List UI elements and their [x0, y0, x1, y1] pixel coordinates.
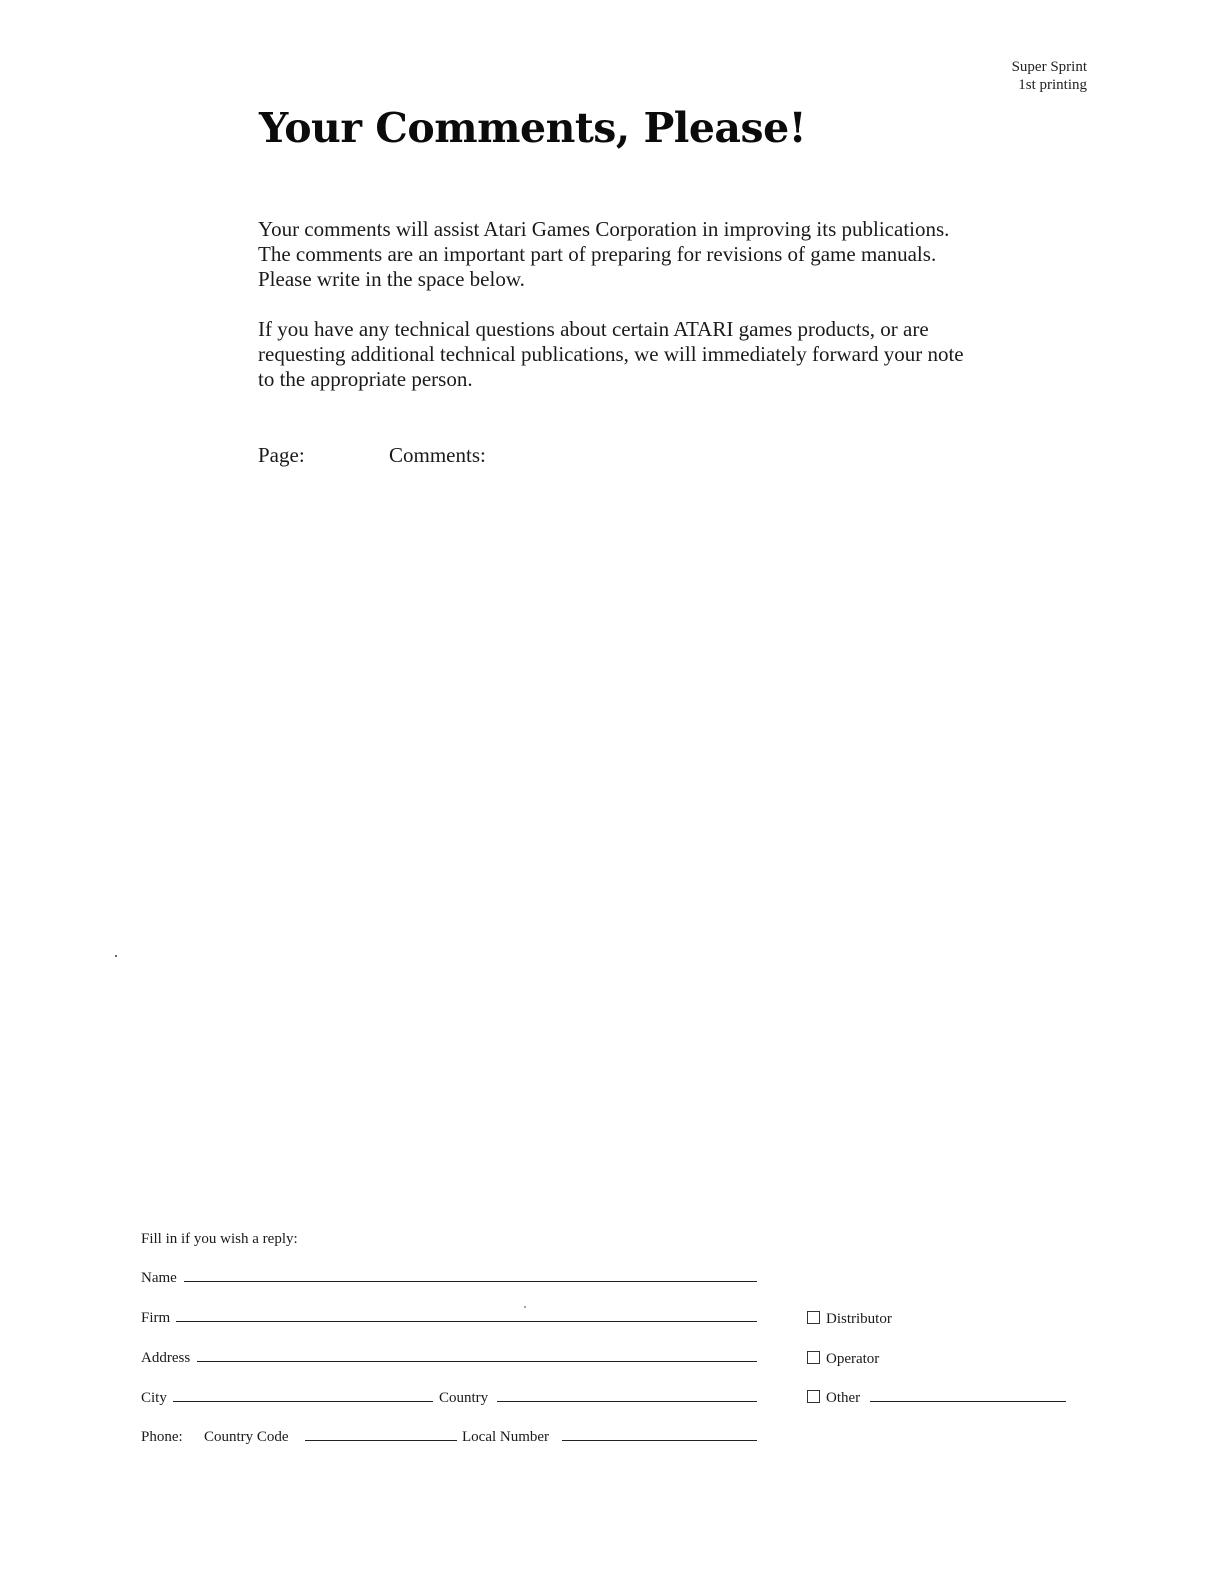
page-title: Your Comments, Please!	[259, 104, 807, 152]
firm-label: Firm	[141, 1310, 171, 1326]
reply-form-intro: Fill in if you wish a reply:	[141, 1231, 298, 1247]
other-label: Other	[826, 1390, 861, 1406]
country-code-label: Country Code	[204, 1429, 289, 1445]
distributor-checkbox[interactable]	[807, 1311, 820, 1324]
comments-label: Comments:	[389, 443, 486, 467]
operator-option[interactable]	[807, 1351, 879, 1368]
city-label: City	[141, 1390, 167, 1406]
name-field[interactable]	[184, 1281, 757, 1282]
local-number-field[interactable]	[562, 1440, 757, 1441]
local-number-label: Local Number	[462, 1429, 550, 1445]
firm-field[interactable]	[176, 1321, 757, 1322]
other-option[interactable]	[807, 1390, 860, 1407]
printing-info	[1012, 58, 1087, 94]
operator-label: Operator	[826, 1351, 880, 1367]
address-label: Address	[141, 1350, 191, 1366]
country-field[interactable]	[497, 1401, 757, 1402]
scan-speck	[524, 1306, 526, 1308]
printing-edition: 1st printing	[1018, 77, 1087, 93]
product-name: Super Sprint	[1011, 59, 1087, 75]
phone-label: Phone:	[141, 1429, 183, 1445]
country-code-field[interactable]	[305, 1440, 457, 1441]
page-label: Page:	[258, 443, 305, 467]
country-label: Country	[439, 1390, 489, 1406]
other-field[interactable]	[870, 1401, 1066, 1402]
other-checkbox[interactable]	[807, 1390, 820, 1403]
distributor-label: Distributor	[826, 1311, 892, 1327]
city-field[interactable]	[173, 1401, 433, 1402]
operator-checkbox[interactable]	[807, 1351, 820, 1364]
scan-speck	[115, 955, 117, 957]
distributor-option[interactable]	[807, 1311, 892, 1328]
name-label: Name	[141, 1270, 177, 1286]
intro-paragraph-2: If you have any technical questions about certain ATARI games products, or are requesting additional technical publications, we will immediately forward your note to the appropriate person.	[258, 317, 964, 391]
address-field[interactable]	[197, 1361, 757, 1362]
comments-writing-area[interactable]	[258, 480, 978, 1180]
intro-paragraph-1: Your comments will assist Atari Games Corporation in improving its publications. The comments are an important part of preparing for revisions of game manuals. Please write in the space below.	[258, 217, 950, 291]
